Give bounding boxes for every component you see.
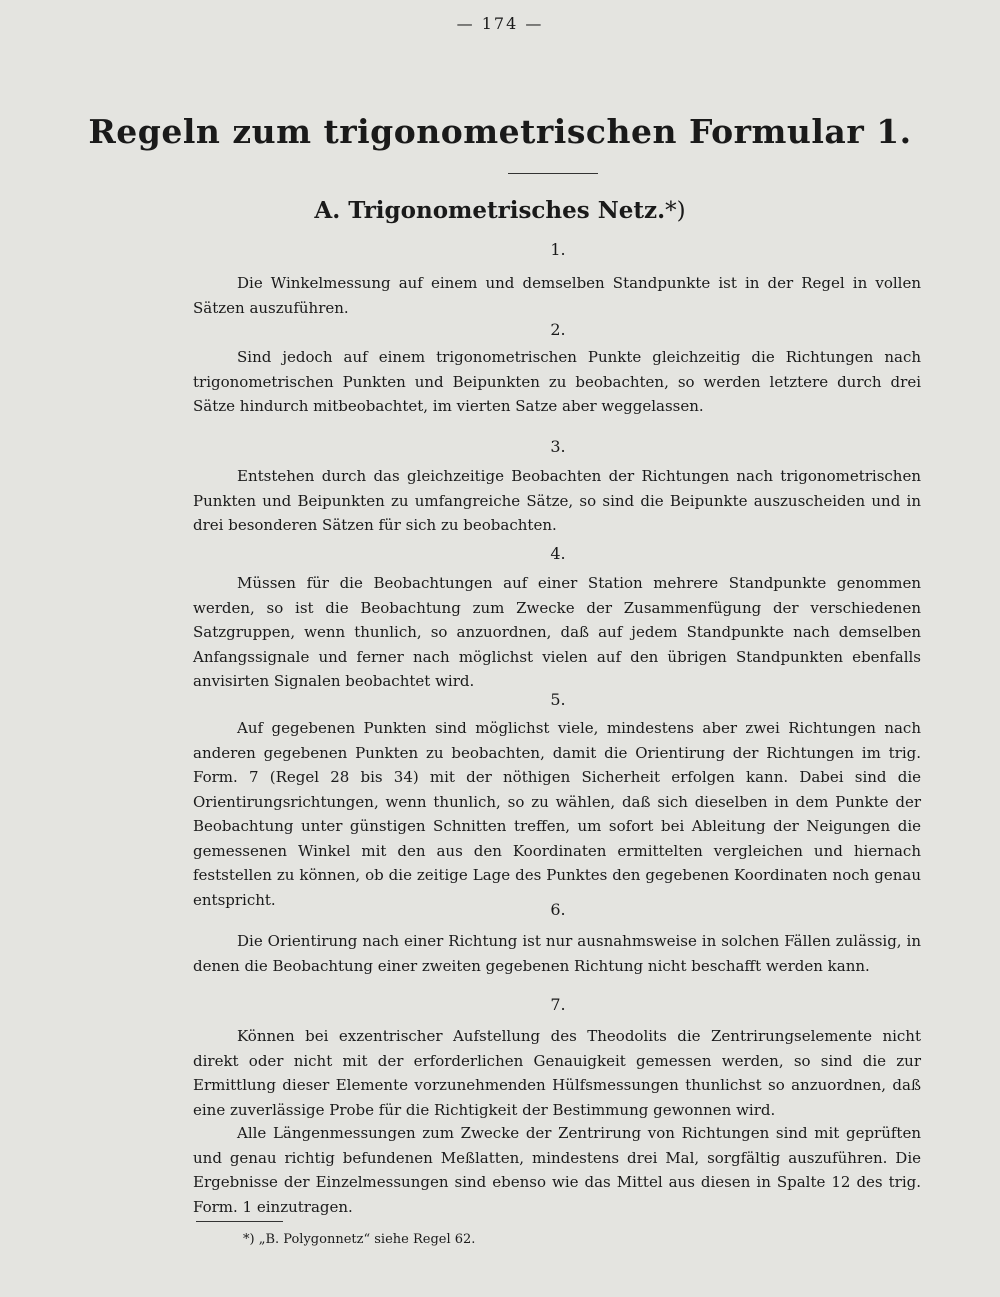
rule-number: 3. [550,437,566,456]
rule-number: 7. [550,995,566,1014]
footnote: *) „B. Polygonnetz“ siehe Regel 62. [243,1232,476,1247]
title-divider [508,173,598,174]
rule-paragraph: Können bei exzentrischer Aufstellung des Theodolits die Zentrirungselemente nicht direkt oder nicht mit der erforderlichen Genauigkeit gemessen werden, so sind die zur Ermittlung dieser Elemente vorzunehmenden Hülfsmessungen thunlichst so anzuordnen, daß eine zuverlässige Probe für die Richtigkeit der Bestimmung gewonnen wird. [193,1027,921,1119]
footnote-reference: *) [665,198,686,224]
rule-paragraph: Die Winkelmessung auf einem und demselben Standpunkte ist in der Regel in vollen Sätzen auszuführen. [193,274,921,317]
rule-paragraph: Sind jedoch auf einem trigonometrischen Punkte gleichzeitig die Richtungen nach trigonometrischen Punkten und Beipunkten zu beobachten, so werden letztere durch drei Sätze hindurch mitbeobachtet, im vierten Satze aber weggelassen. [193,348,921,415]
page-title: Regeln zum trigonometrischen Formular 1. [88,112,912,151]
rule-number: 6. [550,900,566,919]
page-number: — 174 — [456,14,544,33]
rule-paragraph: Auf gegebenen Punkten sind möglichst viele, mindestens aber zwei Richtungen nach anderen gegebenen Punkten zu beobachten, damit die Orientirung der Richtungen im trig. Form. 7 (Regel 28 bis 34) mit der nöthigen Sicherheit erfolgen kann. Dabei sind die Orientirungsrichtungen, wenn thunlich, so zu wählen, daß sich dieselben in dem Punkte der Beobachtung unter günstigen Schnitten treffen, um sofort bei Ableitung der Neigungen die gemessenen Winkel mit den aus den Koordinaten ermittelten vergleichen und hiernach feststellen zu können, ob die zeitige Lage des Punktes den gegebenen Koordinaten noch genau entspricht. [193,719,921,909]
rule-paragraph: Entstehen durch das gleichzeitige Beobachten der Richtungen nach trigonometrischen Punkten und Beipunkten zu umfangreiche Sätze, so sind die Beipunkte auszuscheiden und in drei besonderen Sätzen für sich zu beobachten. [193,467,921,534]
rule-number: 4. [550,544,566,563]
section-heading-text: A. Trigonometrisches Netz. [314,197,666,224]
rule-number: 1. [550,240,566,259]
rule-number: 5. [550,690,566,709]
section-heading [0,197,1000,224]
rule-paragraph: Alle Längenmessungen zum Zwecke der Zentrirung von Richtungen sind mit geprüften und genau richtig befundenen Meßlatten, mindestens drei Mal, sorgfältig auszuführen. Die Ergebnisse der Einzelmessungen sind ebenso wie das Mittel aus diesen in Spalte 12 des trig. Form. 1 einzutragen. [193,1124,921,1216]
rule-paragraph: Die Orientirung nach einer Richtung ist nur ausnahmsweise in solchen Fällen zulässig, in denen die Beobachtung einer zweiten gegebenen Richtung nicht beschafft werden kann. [193,932,921,975]
footnote-divider [196,1221,283,1222]
rule-paragraph: Müssen für die Beobachtungen auf einer Station mehrere Standpunkte genommen werden, so ist die Beobachtung zum Zwecke der Zusammenfügung der verschiedenen Satzgruppen, wenn thunlich, so anzuordnen, daß auf jedem Standpunkte nach demselben Anfangssignale und ferner nach möglichst vielen auf den übrigen Standpunkten ebenfalls anvisirten Signalen beobachtet wird. [193,574,921,690]
rule-number: 2. [550,320,566,339]
